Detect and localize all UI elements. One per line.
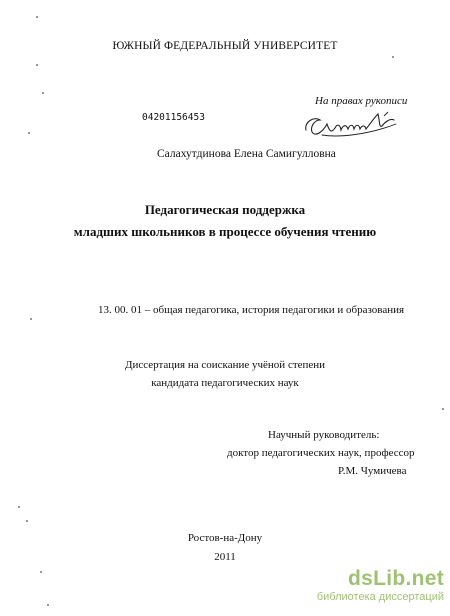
specialty-code: 13. 00. 01 – общая педагогика, история педагогики и образования — [98, 304, 405, 316]
scan-speck — [30, 318, 32, 320]
university-name: ЮЖНЫЙ ФЕДЕРАЛЬНЫЙ УНИВЕРСИТЕТ — [112, 40, 338, 52]
scan-speck — [442, 408, 444, 410]
scan-speck — [26, 520, 28, 522]
scan-speck — [47, 604, 49, 606]
city: Ростов-на-Дону — [187, 532, 263, 544]
dissertation-line-2: кандидата педагогических наук — [151, 377, 299, 389]
scan-speck — [40, 571, 42, 573]
supervisor-degree: доктор педагогических наук, профессор — [227, 447, 415, 459]
author-name: Салахутдинова Елена Самигулловна — [157, 148, 336, 160]
handwritten-signature — [300, 108, 410, 140]
scan-speck — [392, 56, 394, 58]
supervisor-label: Научный руководитель: — [268, 429, 380, 441]
dissertation-line-1: Диссертация на соискание учёной степени — [124, 359, 326, 371]
title-line-1: Педагогическая поддержка — [144, 202, 306, 217]
scan-speck — [36, 16, 38, 18]
rights-note: На правах рукописи — [315, 95, 408, 107]
scan-speck — [42, 92, 44, 94]
dslib-watermark — [304, 568, 444, 612]
year: 2011 — [214, 551, 236, 563]
scan-speck — [28, 132, 30, 134]
scan-speck — [18, 506, 20, 508]
watermark-subtitle: библиотека диссертаций — [316, 591, 444, 603]
catalog-code: 04201156453 — [142, 112, 205, 123]
watermark-logo: dsLib.net — [347, 567, 444, 590]
title-line-2: младших школьников в процессе обучения чтению — [73, 224, 377, 239]
scan-speck — [36, 64, 38, 66]
supervisor-name: Р.М. Чумичева — [338, 465, 407, 477]
